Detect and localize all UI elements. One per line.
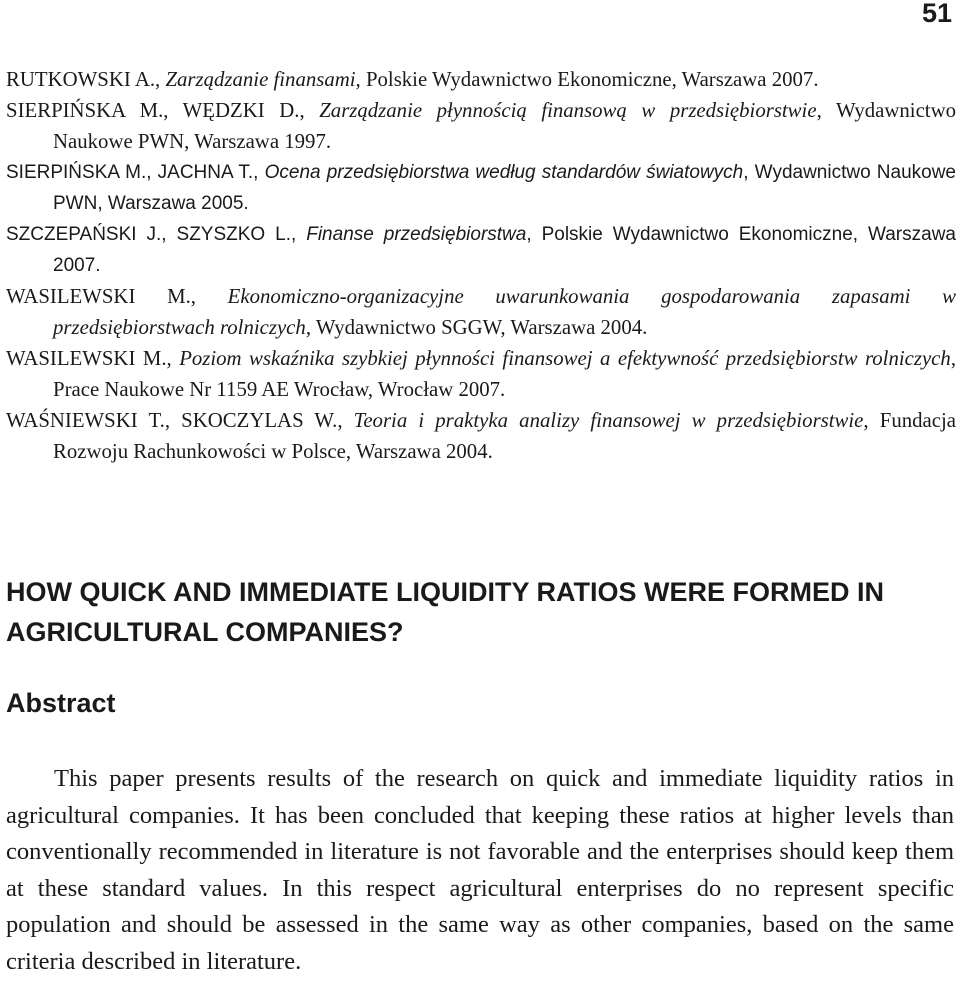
reference-item xyxy=(6,343,956,405)
abstract-heading: Abstract xyxy=(6,688,116,718)
reference-publisher: , Polskie Wydawnictwo Ekonomiczne, Warszawa 2007. xyxy=(53,224,956,276)
reference-authors: SZCZEPAŃSKI J., SZYSZKO L., xyxy=(6,224,307,245)
reference-item xyxy=(6,157,956,219)
paper-title: HOW QUICK AND IMMEDIATE LIQUIDITY RATIOS WERE FORMED IN AGRICULTURAL COMPANIES? xyxy=(6,577,884,647)
reference-publisher: , Fundacja Rozwoju Rachunkowości w Polsce, Warszawa 2004. xyxy=(53,409,956,463)
reference-authors: RUTKOWSKI A., xyxy=(6,68,166,91)
reference-item xyxy=(6,281,956,343)
reference-publisher: , Wydawnictwo SGGW, Warszawa 2004. xyxy=(305,316,648,339)
reference-item xyxy=(6,95,956,157)
reference-publisher: , Wydawnictwo Naukowe PWN, Warszawa 2005. xyxy=(53,162,956,214)
reference-title: Poziom wskaźnika szybkiej płynności finansowej a efektywność przedsiębiorstw rolniczych xyxy=(179,347,951,370)
reference-title: Ekonomiczno-organizacyjne uwarunkowania gospodarowania zapasami w przedsiębiorstwach rolniczych xyxy=(53,285,957,339)
reference-publisher: , Polskie Wydawnictwo Ekonomiczne, Warszawa 2007. xyxy=(355,68,819,91)
reference-authors: SIERPIŃSKA M., JACHNA T., xyxy=(6,162,265,183)
reference-title: Zarządzanie płynnością finansową w przedsiębiorstwie xyxy=(319,99,817,122)
reference-title: Finanse przedsiębiorstwa xyxy=(306,224,527,245)
abstract-body: This paper presents results of the research on quick and immediate liquidity ratios in agricultural companies. It has been concluded that keeping these ratios at higher levels than conventionally recommended in literature is not favorable and the enterprises should keep them at these standard values. In this respect agricultural enterprises do no represent specific population and should be assessed in the same way as other companies, based on the same criteria described in literature. xyxy=(6,765,954,975)
reference-title: Zarządzanie finansami xyxy=(165,68,356,91)
reference-title: Teoria i praktyka analizy finansowej w przedsiębiorstwie xyxy=(353,409,864,432)
reference-authors: SIERPIŃSKA M., WĘDZKI D., xyxy=(6,99,320,122)
reference-publisher: , Wydawnictwo Naukowe PWN, Warszawa 1997. xyxy=(53,99,956,153)
reference-authors: WAŚNIEWSKI T., SKOCZYLAS W., xyxy=(6,409,354,432)
reference-item xyxy=(6,64,956,95)
reference-authors: WASILEWSKI M., xyxy=(6,347,180,370)
reference-title: Ocena przedsiębiorstwa według standardów światowych xyxy=(264,162,744,183)
reference-list xyxy=(6,64,956,467)
reference-authors: WASILEWSKI M., xyxy=(6,285,228,308)
reference-publisher: , Prace Naukowe Nr 1159 AE Wrocław, Wrocław 2007. xyxy=(53,347,957,401)
page-number: 51 xyxy=(921,0,952,28)
reference-item xyxy=(6,405,956,467)
reference-item xyxy=(6,219,956,281)
